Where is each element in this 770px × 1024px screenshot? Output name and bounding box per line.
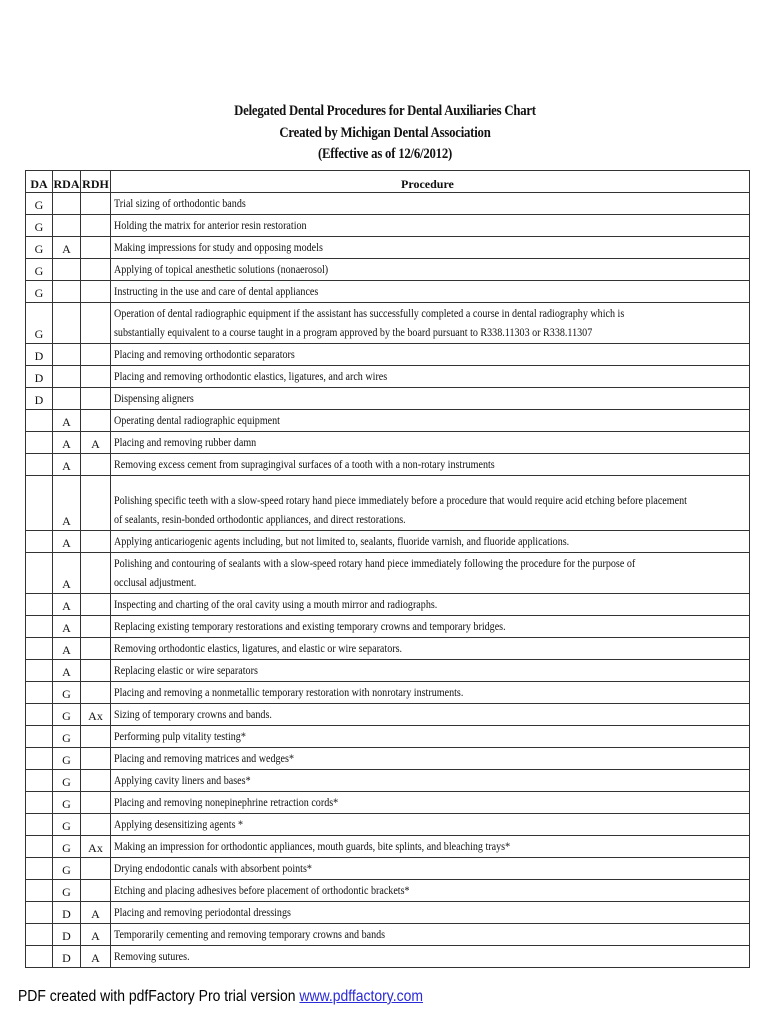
- cell-rdh: A: [81, 946, 111, 968]
- cell-rdh: [81, 388, 111, 410]
- cell-rdh: [81, 660, 111, 682]
- table-row: [26, 531, 750, 553]
- procedure-text-line: substantially equivalent to a course taught in a program approved by the board pursuant to R338.11303 or R338.11307: [114, 325, 593, 339]
- cell-rdh: [81, 259, 111, 281]
- document-title: Delegated Dental Procedures for Dental Auxiliaries Chart: [234, 103, 536, 119]
- cell-procedure: [111, 726, 750, 748]
- procedures-table: [25, 170, 750, 968]
- cell-procedure: [111, 594, 750, 616]
- cell-rda: A: [53, 616, 81, 638]
- cell-da: [26, 902, 53, 924]
- cell-da: [26, 553, 53, 594]
- cell-da: [26, 638, 53, 660]
- cell-procedure: [111, 858, 750, 880]
- cell-da: [26, 476, 53, 531]
- cell-rdh: [81, 682, 111, 704]
- procedure-text-line: Drying endodontic canals with absorbent points*: [114, 861, 312, 875]
- cell-da: D: [26, 366, 53, 388]
- cell-rda: [53, 366, 81, 388]
- cell-procedure: [111, 432, 750, 454]
- procedure-text-line: Inspecting and charting of the oral cavity using a mouth mirror and radiographs.: [114, 597, 438, 611]
- cell-da: G: [26, 281, 53, 303]
- cell-da: [26, 924, 53, 946]
- cell-rdh: [81, 553, 111, 594]
- table-row: [26, 259, 750, 281]
- procedure-text-line: Applying cavity liners and bases*: [114, 773, 251, 787]
- cell-rdh: [81, 638, 111, 660]
- cell-procedure: [111, 946, 750, 968]
- table-row: [26, 880, 750, 902]
- cell-procedure: [111, 388, 750, 410]
- cell-da: [26, 770, 53, 792]
- cell-da: [26, 836, 53, 858]
- procedure-text-line: Removing sutures.: [114, 949, 190, 963]
- table-row: [26, 388, 750, 410]
- cell-procedure: [111, 616, 750, 638]
- table-row: [26, 924, 750, 946]
- cell-procedure: [111, 924, 750, 946]
- cell-rda: A: [53, 638, 81, 660]
- cell-rdh: [81, 344, 111, 366]
- cell-rdh: [81, 531, 111, 553]
- header-da: DA: [26, 171, 53, 193]
- table-row: [26, 792, 750, 814]
- procedure-text-line: Polishing specific teeth with a slow-speed rotary hand piece immediately before a procedure that would require acid etching before placement: [114, 493, 687, 507]
- table-row: [26, 344, 750, 366]
- document-subtitle: Created by Michigan Dental Association: [279, 124, 491, 141]
- table-row: [26, 638, 750, 660]
- table-row: [26, 726, 750, 748]
- cell-rda: A: [53, 660, 81, 682]
- procedure-text-line: Polishing and contouring of sealants with a slow-speed rotary hand piece immediately following the procedure for the purpose of: [114, 556, 636, 570]
- procedure-text-line: Making impressions for study and opposing models: [114, 240, 323, 254]
- cell-procedure: [111, 748, 750, 770]
- cell-procedure: [111, 902, 750, 924]
- cell-procedure: [111, 193, 750, 215]
- cell-rda: A: [53, 476, 81, 531]
- table-row: [26, 193, 750, 215]
- cell-procedure: [111, 366, 750, 388]
- cell-rdh: [81, 792, 111, 814]
- cell-da: [26, 814, 53, 836]
- cell-procedure: [111, 281, 750, 303]
- table-header-row: [26, 171, 750, 193]
- cell-rdh: [81, 281, 111, 303]
- cell-da: [26, 748, 53, 770]
- cell-da: [26, 858, 53, 880]
- document-title-block: [46, 101, 724, 166]
- procedure-text-line: Placing and removing nonepinephrine retraction cords*: [114, 795, 339, 809]
- table-row: [26, 454, 750, 476]
- cell-da: [26, 946, 53, 968]
- cell-rdh: Ax: [81, 704, 111, 726]
- cell-rda: A: [53, 454, 81, 476]
- cell-rda: G: [53, 770, 81, 792]
- procedure-text-line: occlusal adjustment.: [114, 575, 197, 589]
- cell-procedure: [111, 410, 750, 432]
- cell-rda: [53, 215, 81, 237]
- procedure-text-line: Applying of topical anesthetic solutions (nonaerosol): [114, 262, 329, 276]
- table-row: [26, 410, 750, 432]
- table-row: [26, 366, 750, 388]
- cell-rda: G: [53, 858, 81, 880]
- cell-rda: G: [53, 836, 81, 858]
- cell-rda: A: [53, 237, 81, 259]
- cell-rda: D: [53, 946, 81, 968]
- cell-da: [26, 454, 53, 476]
- procedure-text-line: Placing and removing orthodontic elastics, ligatures, and arch wires: [114, 369, 388, 383]
- table-row: [26, 660, 750, 682]
- procedure-text-line: of sealants, resin-bonded orthodontic appliances, and direct restorations.: [114, 512, 406, 526]
- procedure-text-line: Operating dental radiographic equipment: [114, 413, 280, 427]
- procedure-text-line: Placing and removing rubber damn: [114, 435, 257, 449]
- cell-da: G: [26, 237, 53, 259]
- cell-rdh: [81, 594, 111, 616]
- procedure-text-line: Applying desensitizing agents *: [114, 817, 244, 831]
- table-row: [26, 476, 750, 531]
- cell-rda: [53, 303, 81, 344]
- cell-rda: A: [53, 410, 81, 432]
- header-rda: RDA: [53, 171, 81, 193]
- cell-rda: A: [53, 553, 81, 594]
- cell-da: [26, 704, 53, 726]
- cell-da: [26, 726, 53, 748]
- table-row: [26, 237, 750, 259]
- footer-text: PDF created with pdfFactory Pro trial version: [18, 988, 300, 1005]
- cell-rdh: [81, 858, 111, 880]
- procedure-text-line: Placing and removing periodontal dressings: [114, 905, 291, 919]
- cell-da: G: [26, 193, 53, 215]
- table-row: [26, 902, 750, 924]
- cell-rda: D: [53, 902, 81, 924]
- procedure-text-line: Etching and placing adhesives before placement of orthodontic brackets*: [114, 883, 410, 897]
- cell-da: [26, 792, 53, 814]
- cell-procedure: [111, 836, 750, 858]
- cell-rda: [53, 281, 81, 303]
- cell-da: G: [26, 259, 53, 281]
- cell-da: [26, 410, 53, 432]
- procedure-text-line: Removing orthodontic elastics, ligatures, and elastic or wire separators.: [114, 641, 403, 655]
- procedure-text-line: Sizing of temporary crowns and bands.: [114, 707, 272, 721]
- cell-rda: D: [53, 924, 81, 946]
- table-row: [26, 553, 750, 594]
- cell-procedure: [111, 553, 750, 594]
- cell-procedure: [111, 259, 750, 281]
- procedure-text-line: Operation of dental radiographic equipment if the assistant has successfully completed a course in dental radiography which is: [114, 306, 625, 320]
- procedure-text-line: Temporarily cementing and removing temporary crowns and bands: [114, 927, 386, 941]
- cell-rdh: [81, 616, 111, 638]
- cell-rda: A: [53, 531, 81, 553]
- procedure-text-line: Trial sizing of orthodontic bands: [114, 196, 246, 210]
- cell-rdh: [81, 814, 111, 836]
- cell-rdh: [81, 366, 111, 388]
- procedure-text-line: Removing excess cement from supragingival surfaces of a tooth with a non-rotary instruments: [114, 457, 495, 471]
- cell-rdh: [81, 193, 111, 215]
- procedure-text-line: Replacing elastic or wire separators: [114, 663, 258, 677]
- procedure-text-line: Placing and removing matrices and wedges*: [114, 751, 294, 765]
- pdf-footer: [18, 988, 423, 1006]
- cell-procedure: [111, 814, 750, 836]
- cell-da: [26, 432, 53, 454]
- table-row: [26, 594, 750, 616]
- cell-procedure: [111, 660, 750, 682]
- cell-rdh: A: [81, 432, 111, 454]
- procedure-text-line: Making an impression for orthodontic appliances, mouth guards, bite splints, and bleaching trays*: [114, 839, 511, 853]
- cell-procedure: [111, 770, 750, 792]
- table-body: [26, 193, 750, 968]
- cell-da: [26, 616, 53, 638]
- cell-rda: G: [53, 748, 81, 770]
- procedure-text-line: Performing pulp vitality testing*: [114, 729, 246, 743]
- cell-rda: G: [53, 880, 81, 902]
- cell-rdh: [81, 476, 111, 531]
- table-row: [26, 303, 750, 344]
- cell-procedure: [111, 880, 750, 902]
- cell-rdh: [81, 237, 111, 259]
- procedure-text-line: Applying anticariogenic agents including, but not limited to, sealants, fluoride varnish, and fluoride applications.: [114, 534, 570, 548]
- cell-da: G: [26, 303, 53, 344]
- cell-rda: [53, 388, 81, 410]
- cell-rda: G: [53, 682, 81, 704]
- cell-da: D: [26, 388, 53, 410]
- procedure-text-line: Dispensing aligners: [114, 391, 194, 405]
- cell-procedure: [111, 638, 750, 660]
- cell-rdh: [81, 303, 111, 344]
- cell-rdh: [81, 770, 111, 792]
- cell-rda: A: [53, 432, 81, 454]
- cell-rda: [53, 344, 81, 366]
- cell-da: [26, 880, 53, 902]
- table-row: [26, 858, 750, 880]
- cell-procedure: [111, 344, 750, 366]
- table-row: [26, 281, 750, 303]
- cell-rda: G: [53, 704, 81, 726]
- procedure-text-line: Replacing existing temporary restorations and existing temporary crowns and temporary bridges.: [114, 619, 506, 633]
- table-row: [26, 946, 750, 968]
- table-row: [26, 748, 750, 770]
- footer-link[interactable]: www.pdffactory.com: [299, 988, 423, 1005]
- cell-rda: G: [53, 792, 81, 814]
- procedure-text-line: Instructing in the use and care of dental appliances: [114, 284, 319, 298]
- table-row: [26, 432, 750, 454]
- cell-da: D: [26, 344, 53, 366]
- cell-rdh: [81, 454, 111, 476]
- effective-date: (Effective as of 12/6/2012): [317, 146, 453, 162]
- header-rdh: RDH: [81, 171, 111, 193]
- procedure-text-line: Placing and removing a nonmetallic temporary restoration with nonrotary instruments.: [114, 685, 464, 699]
- cell-rdh: [81, 880, 111, 902]
- cell-procedure: [111, 682, 750, 704]
- cell-rda: A: [53, 594, 81, 616]
- table-row: [26, 814, 750, 836]
- cell-procedure: [111, 704, 750, 726]
- table-row: [26, 682, 750, 704]
- table-row: [26, 836, 750, 858]
- table-row: [26, 616, 750, 638]
- cell-rdh: [81, 726, 111, 748]
- cell-rdh: A: [81, 924, 111, 946]
- cell-rda: [53, 259, 81, 281]
- cell-da: [26, 594, 53, 616]
- header-procedure: Procedure: [111, 171, 750, 193]
- cell-rda: [53, 193, 81, 215]
- cell-da: G: [26, 215, 53, 237]
- cell-da: [26, 531, 53, 553]
- cell-rdh: [81, 215, 111, 237]
- table-row: [26, 704, 750, 726]
- cell-procedure: [111, 454, 750, 476]
- procedure-text-line: Placing and removing orthodontic separators: [114, 347, 295, 361]
- cell-rda: G: [53, 726, 81, 748]
- cell-rdh: A: [81, 902, 111, 924]
- procedure-text-line: Holding the matrix for anterior resin restoration: [114, 218, 307, 232]
- cell-procedure: [111, 792, 750, 814]
- cell-procedure: [111, 215, 750, 237]
- cell-procedure: [111, 303, 750, 344]
- cell-procedure: [111, 237, 750, 259]
- cell-rdh: [81, 410, 111, 432]
- cell-procedure: [111, 476, 750, 531]
- cell-procedure: [111, 531, 750, 553]
- cell-rdh: Ax: [81, 836, 111, 858]
- cell-rda: G: [53, 814, 81, 836]
- cell-da: [26, 660, 53, 682]
- table-row: [26, 215, 750, 237]
- table-row: [26, 770, 750, 792]
- cell-da: [26, 682, 53, 704]
- cell-rdh: [81, 748, 111, 770]
